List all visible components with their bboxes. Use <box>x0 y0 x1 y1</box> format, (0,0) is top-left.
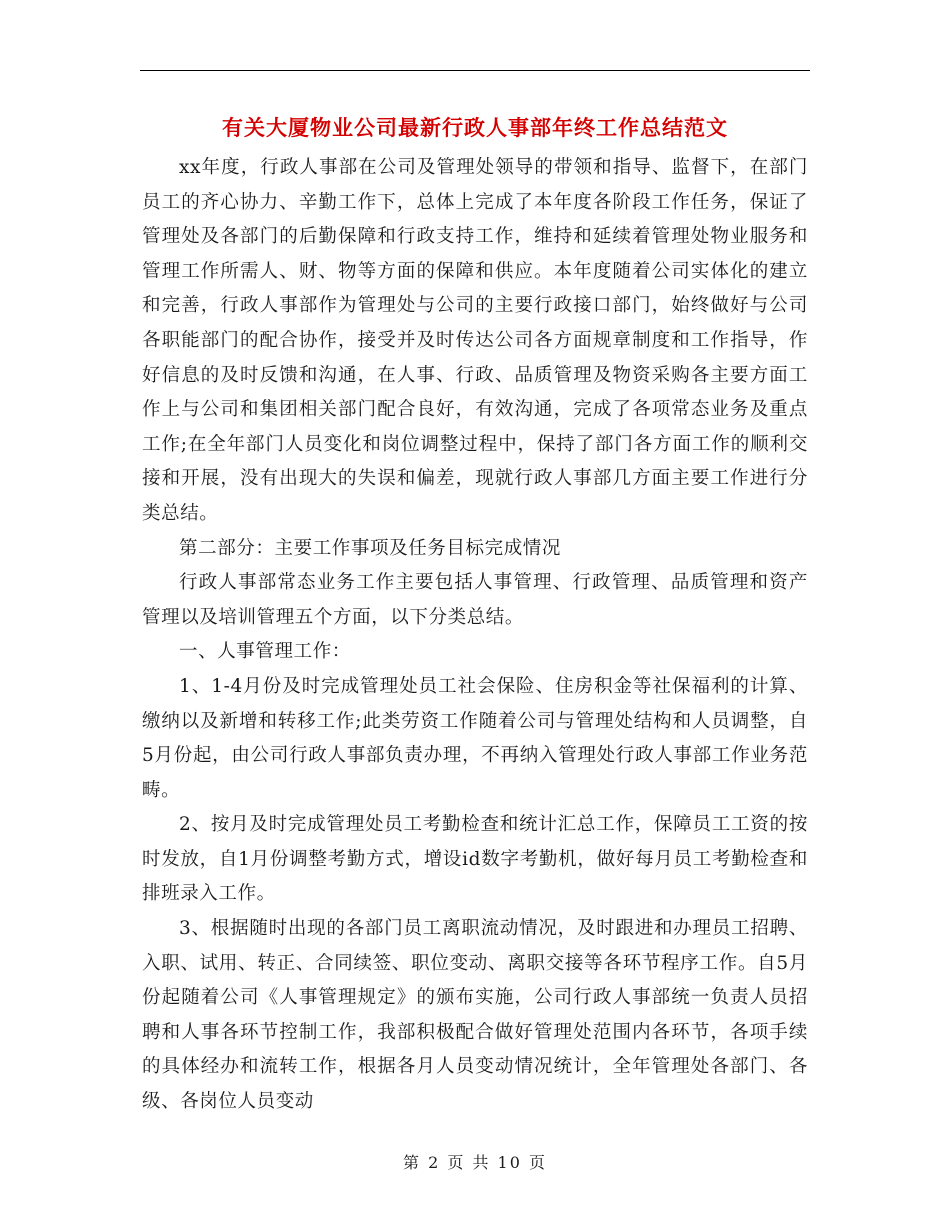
document-body <box>142 151 808 1120</box>
header-rule <box>140 70 810 71</box>
paragraph-section-heading: 第二部分：主要工作事项及任务目标完成情况 <box>179 537 562 559</box>
paragraph-item-2: 2、按月及时完成管理处员工考勤检查和统计汇总工作，保障员工工资的按时发放，自1月份调整考勤方式，增设id数字考勤机，做好每月员工考勤检查和排班录入工作。 <box>142 814 808 905</box>
paragraph-item-3: 3、根据随时出现的各部门员工离职流动情况，及时跟进和办理员工招聘、入职、试用、转正、合同续签、职位变动、离职交接等各环节程序工作。自5月份起随着公司《人事管理规定》的颁布实施，公司行政人事部统一负责人员招聘和人事各环节控制工作，我部积极配合做好管理处范围内各环节，各项手续的具体经办和流转工作，根据各月人员变动情况统计，全年管理处各部门、各级、各岗位人员变动 <box>142 918 808 1113</box>
document-title: 有关大厦物业公司最新行政人事部年终工作总结范文 <box>222 115 728 140</box>
paragraph-hr-heading: 一、人事管理工作： <box>179 641 351 663</box>
paragraph-scope: 行政人事部常态业务工作主要包括人事管理、行政管理、品质管理和资产管理以及培训管理五个方面，以下分类总结。 <box>142 572 808 628</box>
paragraph-item-1: 1、1-4月份及时完成管理处员工社会保险、住房积金等社保福利的计算、缴纳以及新增和转移工作;此类劳资工作随着公司与管理处结构和人员调整，自5月份起，由公司行政人事部负责办理，不再纳入管理处行政人事部工作业务范畴。 <box>142 675 808 801</box>
paragraph-intro: xx年度，行政人事部在公司及管理处领导的带领和指导、监督下，在部门员工的齐心协力、辛勤工作下，总体上完成了本年度各阶段工作任务，保证了管理处及各部门的后勤保障和行政支持工作，维持和延续着管理处物业服务和管理工作所需人、财、物等方面的保障和供应。本年度随着公司实体化的建立和完善，行政人事部作为管理处与公司的主要行政接口部门，始终做好与公司各职能部门的配合协作，接受并及时传达公司各方面规章制度和工作指导，作好信息的及时反馈和沟通，在人事、行政、品质管理及物资采购各主要方面工作上与公司和集团相关部门配合良好，有效沟通，完成了各项常态业务及重点工作;在全年部门人员变化和岗位调整过程中，保持了部门各方面工作的顺利交接和开展，没有出现大的失误和偏差，现就行政人事部几方面主要工作进行分类总结。 <box>142 157 808 524</box>
page-footer: 第 2 页 共 10 页 <box>403 1153 547 1172</box>
